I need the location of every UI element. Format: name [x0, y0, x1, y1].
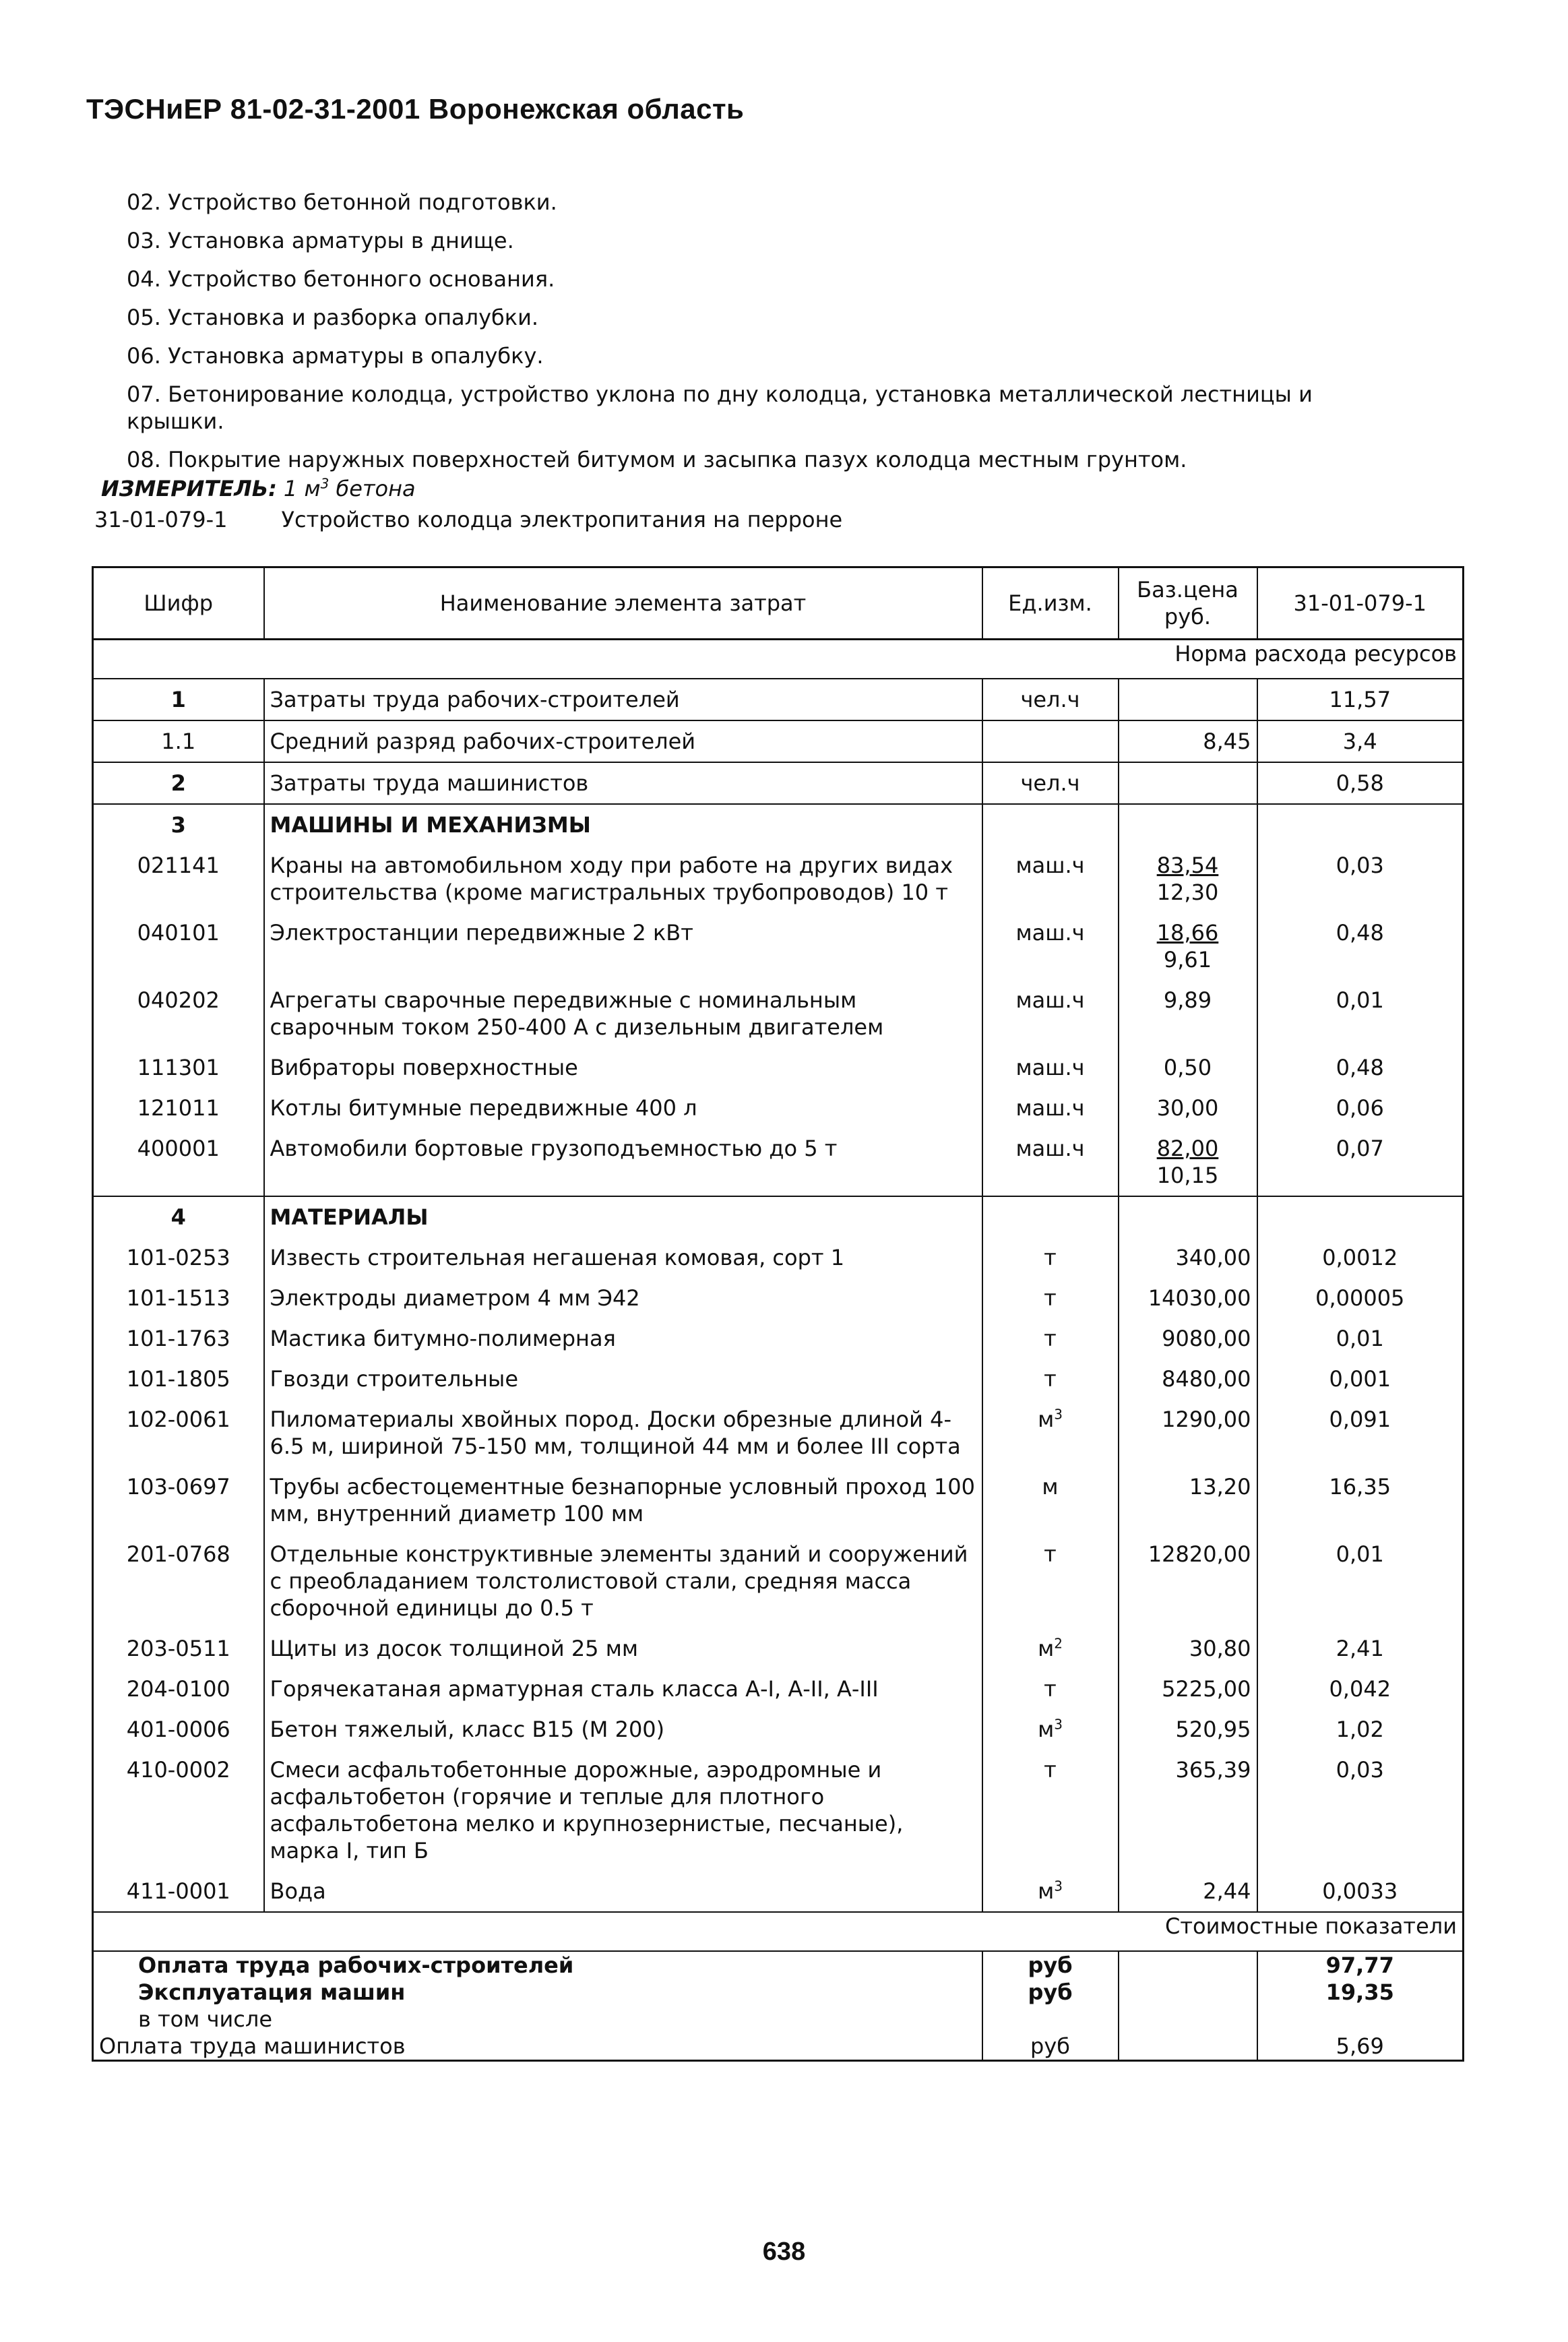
col-header-norm: 31-01-079-1 [1257, 567, 1464, 640]
table-row [93, 1278, 1464, 1318]
totals-name: Эксплуатация машин [93, 1979, 982, 2006]
row-name: Электроды диаметром 4 мм Э42 [264, 1278, 982, 1318]
row-price: 520,95 [1119, 1709, 1257, 1750]
page-number: 638 [762, 2238, 806, 2266]
work-step: 08. Покрытие наружных поверхностей битумом и засыпка пазух колодца местным грунтом. [127, 447, 1187, 472]
section-code: 3 [93, 804, 264, 845]
row-unit [982, 720, 1119, 762]
row-unit-text: м [1042, 1474, 1059, 1500]
row-name: Гвозди строительные [264, 1359, 982, 1399]
row-code: 1.1 [93, 720, 264, 762]
page-header: ТЭСНиЕР 81-02-31-2001 Воронежская область [86, 93, 745, 125]
table-row [93, 1359, 1464, 1399]
table-row [93, 845, 1464, 913]
row-norm: 0,0012 [1257, 1237, 1464, 1278]
table-row [93, 1399, 1464, 1467]
row-code: 2 [93, 762, 264, 804]
row-name: Горячекатаная арматурная сталь класса А-I, А-II, А-III [264, 1669, 982, 1709]
row-unit [982, 1359, 1119, 1399]
totals-value [1257, 2006, 1464, 2033]
row-code: 400001 [93, 1128, 264, 1196]
row-price: 30,80 [1119, 1628, 1257, 1669]
work-step: 03. Установка арматуры в днище. [127, 228, 514, 253]
row-price-main: 0,50 [1163, 1055, 1212, 1080]
row-price [1119, 913, 1257, 980]
row-name: Отдельные конструктивные элементы зданий и сооружений с преобладанием толстолистовой стали, средняя масса сборочной единицы до 0.5 т [264, 1534, 982, 1628]
row-name: Автомобили бортовые грузоподъемностью до 5 т [264, 1128, 982, 1196]
row-unit: чел.ч [982, 762, 1119, 804]
row-code: 203-0511 [93, 1628, 264, 1669]
row-unit [982, 1871, 1119, 1912]
row-code: 121011 [93, 1088, 264, 1128]
row-unit-text: т [1044, 1366, 1057, 1392]
row-price-main: 30,00 [1156, 1095, 1219, 1121]
row-name: Средний разряд рабочих-строителей [264, 720, 982, 762]
row-price: 8,45 [1119, 720, 1257, 762]
table-row [93, 1467, 1464, 1534]
row-unit [982, 1669, 1119, 1709]
cost-caption-row [93, 1912, 1464, 1951]
row-price: 2,44 [1119, 1871, 1257, 1912]
totals-row [93, 1951, 1464, 1979]
work-step: 04. Устройство бетонного основания. [127, 266, 555, 292]
table-row [93, 1709, 1464, 1750]
measurer-rest: бетона [329, 476, 416, 501]
row-price: 9080,00 [1119, 1318, 1257, 1359]
row-price: 1290,00 [1119, 1399, 1257, 1467]
measurer [101, 476, 416, 501]
row-unit-text: т [1044, 1757, 1057, 1783]
table-row [93, 1669, 1464, 1709]
row-unit: маш.ч [982, 980, 1119, 1047]
totals-unit: руб [982, 2033, 1119, 2061]
row-unit [982, 1318, 1119, 1359]
row-norm: 11,57 [1257, 679, 1464, 720]
table-row [93, 980, 1464, 1047]
totals-name: Оплата труда машинистов [93, 2033, 982, 2061]
row-norm: 0,07 [1257, 1128, 1464, 1196]
table-row [93, 1871, 1464, 1912]
row-unit-text: т [1044, 1676, 1057, 1702]
row-price [1119, 845, 1257, 913]
row-code: 021141 [93, 845, 264, 913]
work-step: 02. Устройство бетонной подготовки. [127, 189, 557, 215]
row-code: 101-1805 [93, 1359, 264, 1399]
row-norm: 0,0033 [1257, 1871, 1464, 1912]
row-norm: 0,06 [1257, 1088, 1464, 1128]
col-header-code: Шифр [93, 567, 264, 640]
row-norm: 0,01 [1257, 980, 1464, 1047]
row-code: 102-0061 [93, 1399, 264, 1467]
measurer-value: 1 м [283, 476, 321, 501]
row-norm: 0,01 [1257, 1318, 1464, 1359]
row-unit [982, 1278, 1119, 1318]
work-step: 07. Бетонирование колодца, устройство уклона по дну колодца, установка металлической лестницы и крышки. [127, 381, 1313, 434]
row-norm: 2,41 [1257, 1628, 1464, 1669]
row-norm: 0,00005 [1257, 1278, 1464, 1318]
row-unit-text: м [1038, 1407, 1055, 1432]
row-unit-text: м [1038, 1636, 1055, 1661]
row-price-main: 82,00 [1156, 1136, 1219, 1161]
section-name: МАТЕРИАЛЫ [264, 1196, 982, 1237]
row-unit [982, 1628, 1119, 1669]
row-price [1119, 980, 1257, 1047]
norm-caption: Норма расхода ресурсов [1119, 640, 1464, 679]
table-row [93, 1237, 1464, 1278]
table-row [93, 1750, 1464, 1871]
totals-row [93, 2006, 1464, 2033]
row-code: 103-0697 [93, 1467, 264, 1534]
table-row [93, 1088, 1464, 1128]
row-unit-text: т [1044, 1326, 1057, 1351]
row-name: Вибраторы поверхностные [264, 1047, 982, 1088]
row-unit-text: м [1038, 1878, 1055, 1904]
row-norm: 16,35 [1257, 1467, 1464, 1534]
row-name: Затраты труда рабочих-строителей [264, 679, 982, 720]
measurer-label: ИЗМЕРИТЕЛЬ: [101, 476, 277, 501]
col-header-name: Наименование элемента затрат [264, 567, 982, 640]
row-name: Смеси асфальтобетонные дорожные, аэродромные и асфальтобетон (горячие и теплые для плотного асфальтобетона мелко и крупнозернистые, песчаные), марка I, тип Б [264, 1750, 982, 1871]
totals-unit [982, 2006, 1119, 2033]
norm-title: Устройство колодца электропитания на перроне [281, 507, 843, 532]
totals-value: 5,69 [1257, 2033, 1464, 2061]
row-unit [982, 1399, 1119, 1467]
table-row [93, 1628, 1464, 1669]
row-name: Электростанции передвижные 2 кВт [264, 913, 982, 980]
work-steps [127, 189, 1393, 485]
row-name: Бетон тяжелый, класс В15 (М 200) [264, 1709, 982, 1750]
row-name: Щиты из досок толщиной 25 мм [264, 1628, 982, 1669]
row-name: Котлы битумные передвижные 400 л [264, 1088, 982, 1128]
row-code: 401-0006 [93, 1709, 264, 1750]
col-header-price: Баз.цена руб. [1119, 567, 1257, 640]
row-price: 5225,00 [1119, 1669, 1257, 1709]
row-unit-sup: 2 [1054, 1635, 1063, 1652]
row-unit-text: м [1038, 1717, 1055, 1742]
row-name: Вода [264, 1871, 982, 1912]
row-price-sub: 9,61 [1163, 947, 1212, 973]
row-norm: 1,02 [1257, 1709, 1464, 1750]
row-norm: 0,48 [1257, 1047, 1464, 1088]
table-row [93, 679, 1464, 720]
section-code: 4 [93, 1196, 264, 1237]
row-unit-text: т [1044, 1245, 1057, 1270]
table-row [93, 720, 1464, 762]
row-norm: 0,091 [1257, 1399, 1464, 1467]
table-row [93, 1047, 1464, 1088]
row-price-main: 83,54 [1156, 853, 1219, 878]
row-unit-sup: 3 [1054, 1406, 1063, 1423]
row-code: 101-1513 [93, 1278, 264, 1318]
row-name: Пиломатериалы хвойных пород. Доски обрезные длиной 4-6.5 м, шириной 75-150 мм, толщиной 44 мм и более III сорта [264, 1399, 982, 1467]
totals-value: 97,77 [1257, 1951, 1464, 1979]
row-unit-text: т [1044, 1541, 1057, 1567]
row-unit: маш.ч [982, 845, 1119, 913]
norm-caption-row [93, 640, 1464, 679]
row-price-main: 9,89 [1163, 987, 1212, 1013]
row-norm: 0,03 [1257, 845, 1464, 913]
row-name: Известь строительная негашеная комовая, сорт 1 [264, 1237, 982, 1278]
row-norm: 0,042 [1257, 1669, 1464, 1709]
row-price [1119, 762, 1257, 804]
row-unit: маш.ч [982, 913, 1119, 980]
table-row [93, 1534, 1464, 1628]
row-price [1119, 1088, 1257, 1128]
row-code: 410-0002 [93, 1750, 264, 1871]
row-price: 340,00 [1119, 1237, 1257, 1278]
row-norm: 0,01 [1257, 1534, 1464, 1628]
section-header-machines [93, 804, 1464, 845]
row-price-sub: 10,15 [1156, 1163, 1219, 1188]
row-price: 14030,00 [1119, 1278, 1257, 1318]
totals-row [93, 1979, 1464, 2006]
row-code: 040101 [93, 913, 264, 980]
row-norm: 0,58 [1257, 762, 1464, 804]
row-code: 111301 [93, 1047, 264, 1088]
row-price: 13,20 [1119, 1467, 1257, 1534]
row-unit [982, 1534, 1119, 1628]
row-price: 8480,00 [1119, 1359, 1257, 1399]
totals-value: 19,35 [1257, 1979, 1464, 2006]
work-step: 05. Установка и разборка опалубки. [127, 305, 539, 330]
row-name: Краны на автомобильном ходу при работе на других видах строительства (кроме магистральных трубопроводов) 10 т [264, 845, 982, 913]
table-row [93, 913, 1464, 980]
table-body [93, 640, 1464, 2061]
row-unit-sup: 3 [1054, 1716, 1063, 1733]
totals-unit: руб [982, 1951, 1119, 1979]
row-price [1119, 1128, 1257, 1196]
row-price-sub: 12,30 [1156, 880, 1219, 905]
norm-code-line [94, 507, 842, 532]
row-name: Мастика битумно-полимерная [264, 1318, 982, 1359]
row-unit: маш.ч [982, 1128, 1119, 1196]
row-unit [982, 1237, 1119, 1278]
row-name: Трубы асбестоцементные безнапорные условный проход 100 мм, внутренний диаметр 100 мм [264, 1467, 982, 1534]
work-step: 06. Установка арматуры в опалубку. [127, 343, 544, 369]
row-unit: маш.ч [982, 1088, 1119, 1128]
row-norm: 3,4 [1257, 720, 1464, 762]
table-row [93, 1318, 1464, 1359]
row-code: 1 [93, 679, 264, 720]
row-unit [982, 1709, 1119, 1750]
row-name: Агрегаты сварочные передвижные с номинальным сварочным током 250-400 А с дизельным двигателем [264, 980, 982, 1047]
row-price: 365,39 [1119, 1750, 1257, 1871]
table-row [93, 762, 1464, 804]
row-code: 040202 [93, 980, 264, 1047]
row-price [1119, 1047, 1257, 1088]
cost-caption: Стоимостные показатели [1119, 1912, 1464, 1951]
resource-table [92, 566, 1464, 2062]
totals-row [93, 2033, 1464, 2061]
row-price-main: 18,66 [1156, 920, 1219, 946]
row-unit-sup: 3 [1054, 1878, 1063, 1894]
row-unit [982, 1750, 1119, 1871]
row-unit: маш.ч [982, 1047, 1119, 1088]
row-norm: 0,03 [1257, 1750, 1464, 1871]
row-unit [982, 1467, 1119, 1534]
row-code: 201-0768 [93, 1534, 264, 1628]
norm-code: 31-01-079-1 [94, 507, 228, 532]
row-code: 411-0001 [93, 1871, 264, 1912]
measurer-sup: 3 [320, 475, 330, 492]
col-header-unit: Ед.изм. [982, 567, 1119, 640]
row-norm: 0,001 [1257, 1359, 1464, 1399]
row-code: 101-0253 [93, 1237, 264, 1278]
row-code: 101-1763 [93, 1318, 264, 1359]
section-header-materials [93, 1196, 1464, 1237]
totals-unit: руб [982, 1979, 1119, 2006]
row-unit-text: т [1044, 1285, 1057, 1311]
row-price: 12820,00 [1119, 1534, 1257, 1628]
totals-name: Оплата труда рабочих-строителей [93, 1951, 982, 1979]
row-name: Затраты труда машинистов [264, 762, 982, 804]
row-price [1119, 679, 1257, 720]
row-norm: 0,48 [1257, 913, 1464, 980]
section-name: МАШИНЫ И МЕХАНИЗМЫ [264, 804, 982, 845]
row-code: 204-0100 [93, 1669, 264, 1709]
row-unit: чел.ч [982, 679, 1119, 720]
totals-name: в том числе [93, 2006, 982, 2033]
table-row [93, 1128, 1464, 1196]
